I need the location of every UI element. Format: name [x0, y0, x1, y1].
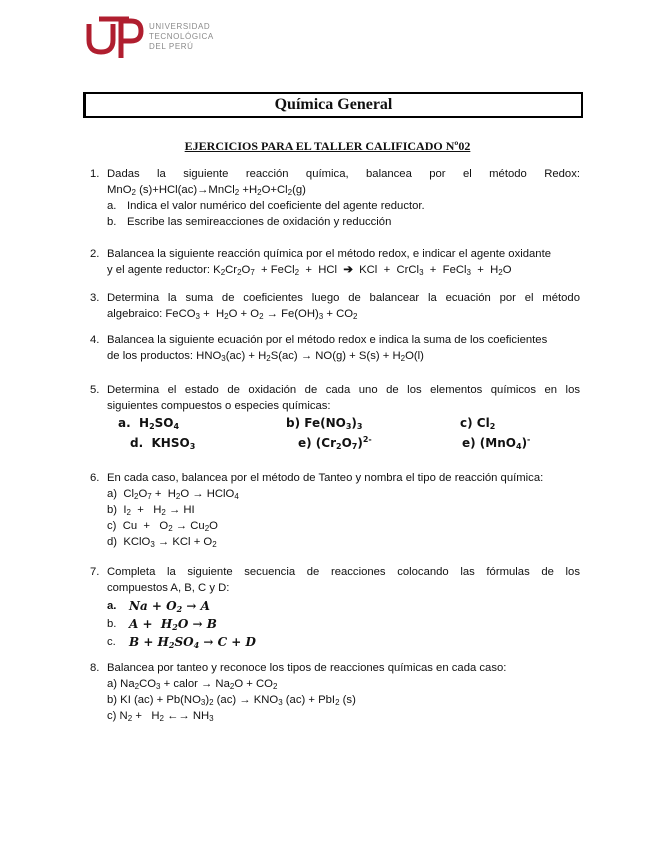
question-1 — [90, 166, 580, 230]
species-c: c) $Cl_2$ — [460, 416, 496, 431]
question-number: 6. — [90, 472, 100, 484]
question-text: Dadas la siguiente reacción química, balancea por el método Redox: — [107, 168, 580, 180]
question-number: 7. — [90, 566, 100, 578]
university-line-2: TECNOLÓGICA — [149, 32, 214, 41]
equation: de los productos: $HNO_3(ac) + H_2S(ac) \to NO(g) + S(s) + H_2O(l)$ — [107, 350, 424, 363]
question-text: Completa la siguiente secuencia de reacciones colocando las fórmulas de los — [107, 566, 580, 578]
species-b: b) $Fe(NO_3)_3$ — [286, 416, 363, 431]
question-number: 8. — [90, 662, 100, 674]
question-text: de los productos: — [107, 350, 194, 362]
species-a: a. $H_2SO_4$ — [118, 416, 180, 431]
item-label: b) — [286, 416, 301, 430]
item-label: c) — [107, 520, 117, 532]
university-line-1: UNIVERSIDAD — [149, 22, 211, 31]
item-label: b. — [107, 216, 117, 228]
university-line-3: DEL PERÚ — [149, 42, 194, 51]
species-e2: e) (MnO$_4$)- — [462, 435, 531, 451]
question-text: Balancea por tanteo y reconoce los tipos de reacciones químicas en cada caso: — [107, 662, 507, 674]
question-text: Determina el estado de oxidación de cada uno de los elementos químicos en los — [107, 384, 580, 396]
question-text: siguientes compuestos o especies químicas: — [107, 400, 331, 412]
question-text: y el agente reductor: — [107, 264, 210, 276]
equation: MnO$_2$ (s)+HCl(ac)→MnCl$_2$ $+H_2O+Cl_2(g)$ — [107, 184, 306, 197]
utp-logo — [85, 14, 145, 60]
question-7 — [90, 564, 580, 596]
item-label: a) — [107, 678, 118, 690]
question-number: 5. — [90, 384, 100, 396]
reaction-c: $B + H_2SO_4 \to C + D$ — [129, 635, 256, 650]
equation: a) $Cl_2O_7 + H_2O$ → HClO$_4$ — [107, 488, 239, 501]
question-text: En cada caso, balancea por el método de Tanteo y nombra el tipo de reacción química: — [107, 472, 544, 484]
equation: d) KClO$_3$ → KCl + $O_2$ — [107, 536, 217, 549]
equation: a) $Na_2CO_3$ + calor → $Na_2O + CO_2$ — [107, 678, 278, 691]
question-4 — [90, 332, 580, 364]
university-name — [149, 22, 214, 52]
equation: algebraico: FeCO$_3$ + $H_2O + O_2 \to Fe(OH)_3 + CO_2$ — [107, 308, 358, 321]
item-label: a. — [107, 600, 117, 612]
question-6 — [90, 470, 580, 550]
question-number: 1. — [90, 168, 100, 180]
question-7-items — [107, 598, 507, 650]
item-label: c) — [107, 710, 117, 722]
item-text: Escribe las semireacciones de oxidación y reducción — [127, 216, 392, 228]
item-label: b) — [107, 504, 118, 516]
item-label: d. — [130, 436, 144, 450]
item-label: a) — [107, 488, 118, 500]
question-5 — [90, 382, 580, 414]
reaction-a: $Na + O_2 \to A$ — [129, 599, 210, 614]
question-3 — [90, 290, 580, 322]
item-label: a. — [118, 416, 131, 430]
page-title: Química General — [83, 92, 583, 118]
equation: y el agente reductor: $K_2Cr_2O_7$ + FeCl$_2$ + HCl ➔ KCl + CrCl$_3$ + FeCl$_3$ + $H_2O$ — [107, 264, 512, 277]
question-text: algebraico: — [107, 308, 163, 320]
item-label: a. — [107, 200, 117, 212]
question-number: 3. — [90, 292, 100, 304]
item-label: c. — [107, 636, 116, 648]
question-text: Determina la suma de coeficientes luego de balancear la ecuación por el método — [107, 292, 580, 304]
question-number: 2. — [90, 248, 100, 260]
equation: b) $I_2 + H_2$ → HI — [107, 504, 195, 517]
equation: c) $N_2 + H_2$ ←→ $NH_3$ — [107, 710, 214, 723]
page-subtitle: EJERCICIOS PARA EL TALLER CALIFICADO Nº02 — [184, 139, 471, 153]
question-text: Balancea la siguiente reacción química por el método redox, e indicar el agente oxidante — [107, 248, 551, 260]
question-2 — [90, 246, 580, 278]
question-text: Balancea la siguiente ecuación por el método redox e indica la suma de los coeficientes — [107, 334, 548, 346]
item-label: c) — [460, 416, 473, 430]
question-8 — [90, 660, 580, 724]
item-label: b) — [107, 694, 118, 706]
item-label: d) — [107, 536, 118, 548]
species-e1: e) $(Cr_2O_7)^{2-}$ — [298, 435, 372, 451]
question-text: compuestos A, B, C y D: — [107, 582, 230, 594]
item-label: e) — [462, 436, 476, 450]
item-text: Indica el valor numérico del coeficiente del agente reductor. — [127, 200, 425, 212]
equation: b) KI $(ac) + Pb(NO_3)_2$ $(ac) \to KNO_3$ (ac) + PbI$_2$ (s) — [107, 694, 356, 707]
item-label: b. — [107, 618, 117, 630]
item-label: e) — [298, 436, 312, 450]
equation: c) $Cu + O_2 \to Cu_2O$ — [107, 520, 218, 533]
species-d: d. $KHSO_3$ — [130, 436, 196, 451]
question-number: 4. — [90, 334, 100, 346]
reaction-b: $A + H_2O \to B$ — [129, 617, 217, 632]
